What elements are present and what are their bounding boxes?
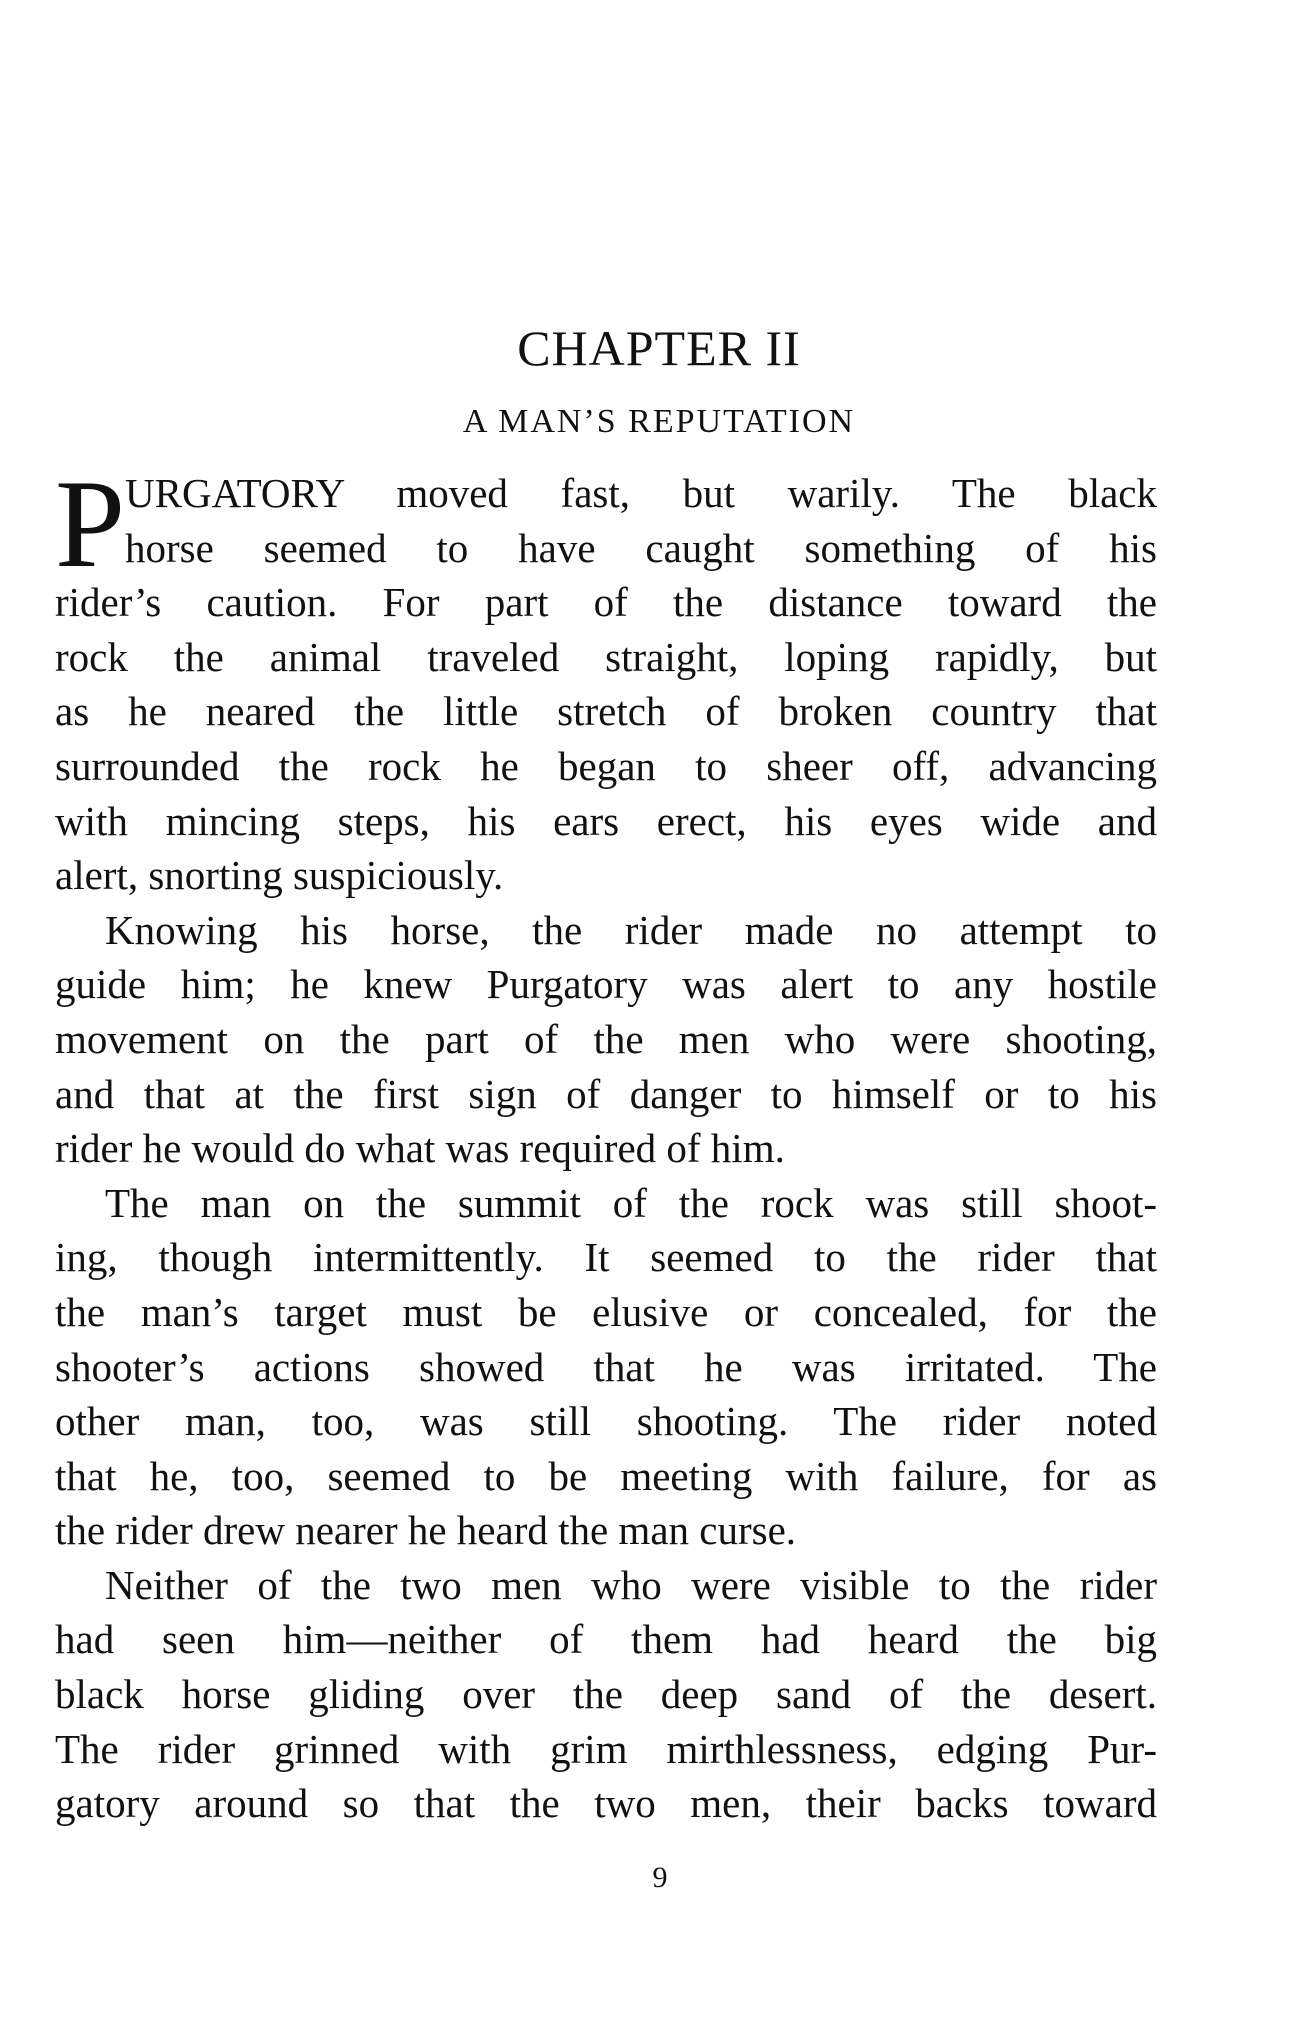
chapter-heading: CHAPTER II bbox=[517, 320, 801, 376]
text-line: surrounded the rock he began to sheer off, advancing bbox=[55, 742, 1157, 789]
text-line: with mincing steps, his ears erect, his eyes wide and bbox=[55, 797, 1157, 844]
text-line: as he neared the little stretch of broken country that bbox=[55, 688, 1157, 735]
text-line: The man on the summit of the rock was still shoot- bbox=[105, 1179, 1157, 1226]
text-line: Knowing his horse, the rider made no attempt to bbox=[105, 906, 1157, 953]
text-line: guide him; he knew Purgatory was alert to any hostile bbox=[55, 961, 1157, 1008]
body-text bbox=[55, 455, 1157, 1831]
text-line: rider he would do what was required of him. bbox=[55, 1125, 785, 1172]
text-line: the rider drew nearer he heard the man curse. bbox=[55, 1507, 797, 1554]
text-line: movement on the part of the men who were shooting, bbox=[55, 1015, 1157, 1062]
text-line: other man, too, was still shooting. The rider noted bbox=[55, 1398, 1157, 1445]
chapter-subtitle: A MAN’S REPUTATION bbox=[462, 403, 856, 440]
text-line: that he, too, seemed to be meeting with failure, for as bbox=[55, 1452, 1157, 1499]
text-line: The rider grinned with grim mirthlessness, edging Pur- bbox=[55, 1725, 1157, 1772]
text-line: shooter’s actions showed that he was irritated. The bbox=[55, 1343, 1157, 1390]
text-line: rider’s caution. For part of the distance toward the bbox=[55, 579, 1157, 626]
text-line: and that at the first sign of danger to himself or to his bbox=[55, 1070, 1157, 1117]
text-line: black horse gliding over the deep sand of the desert. bbox=[55, 1671, 1157, 1718]
text-line: Neither of the two men who were visible to the rider bbox=[105, 1561, 1157, 1608]
drop-cap: P bbox=[55, 455, 126, 594]
text-line: horse seemed to have caught something of his bbox=[125, 524, 1157, 571]
text-line: the man’s target must be elusive or concealed, for the bbox=[55, 1288, 1157, 1335]
text-line: alert, snorting suspiciously. bbox=[55, 852, 504, 899]
text-line: URGATORY moved fast, but warily. The black bbox=[125, 470, 1157, 516]
text-line: gatory around so that the two men, their backs toward bbox=[55, 1780, 1157, 1827]
page-number: 9 bbox=[652, 1861, 668, 1894]
text-line: rock the animal traveled straight, loping rapidly, but bbox=[55, 633, 1157, 680]
text-line: had seen him—neither of them had heard the big bbox=[55, 1616, 1157, 1663]
text-line: ing, though intermittently. It seemed to the rider that bbox=[55, 1234, 1157, 1281]
